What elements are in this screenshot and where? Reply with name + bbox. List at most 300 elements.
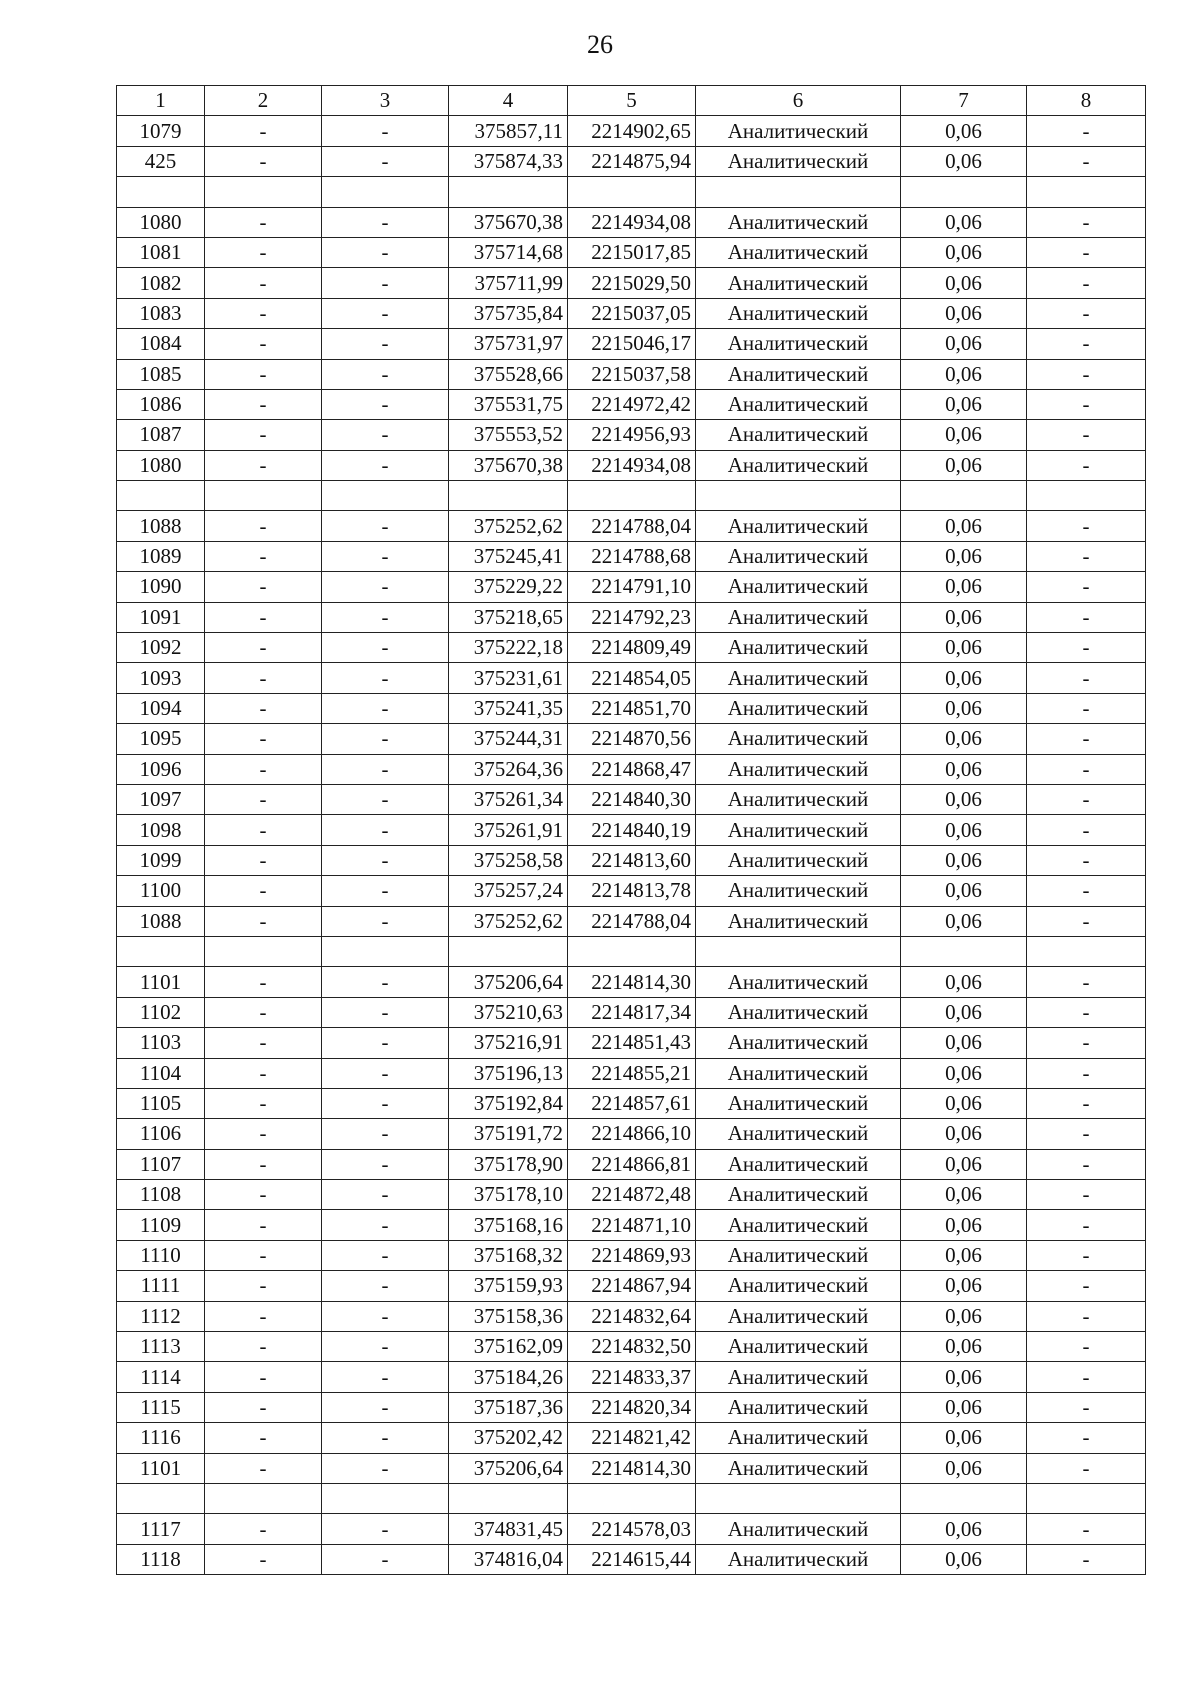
coord-y-cell	[568, 936, 696, 966]
coord-x-cell: 375187,36	[449, 1392, 568, 1422]
coord-x-cell: 375196,13	[449, 1058, 568, 1088]
coord-y-cell	[568, 1483, 696, 1513]
accuracy-cell: 0,06	[901, 389, 1027, 419]
col-2-cell: -	[205, 1453, 322, 1483]
accuracy-cell: 0,06	[901, 784, 1027, 814]
method-cell: Аналитический	[696, 997, 901, 1027]
accuracy-cell: 0,06	[901, 1332, 1027, 1362]
col-3-cell: -	[322, 511, 449, 541]
coord-x-cell	[449, 936, 568, 966]
accuracy-cell: 0,06	[901, 1301, 1027, 1331]
method-cell: Аналитический	[696, 1362, 901, 1392]
coord-y-cell: 2214869,93	[568, 1240, 696, 1270]
col-2-cell: -	[205, 1149, 322, 1179]
accuracy-cell: 0,06	[901, 1544, 1027, 1574]
coord-y-cell: 2214872,48	[568, 1180, 696, 1210]
col-8-cell: -	[1027, 693, 1146, 723]
coord-x-cell: 375202,42	[449, 1423, 568, 1453]
coord-x-cell: 375159,93	[449, 1271, 568, 1301]
point-number-cell: 1085	[117, 359, 205, 389]
accuracy-cell: 0,06	[901, 450, 1027, 480]
coord-x-cell: 375241,35	[449, 693, 568, 723]
accuracy-cell: 0,06	[901, 724, 1027, 754]
header-row	[117, 86, 1146, 116]
col-3-cell: -	[322, 845, 449, 875]
method-cell: Аналитический	[696, 724, 901, 754]
col-3-cell: -	[322, 633, 449, 663]
table-row	[117, 1362, 1146, 1392]
col-8-cell: -	[1027, 876, 1146, 906]
point-number-cell: 1084	[117, 329, 205, 359]
table-row	[117, 754, 1146, 784]
col-8-cell: -	[1027, 450, 1146, 480]
point-number-cell: 1079	[117, 116, 205, 146]
col-2-cell: -	[205, 237, 322, 267]
table-row	[117, 1514, 1146, 1544]
col-8-cell: -	[1027, 1149, 1146, 1179]
method-cell: Аналитический	[696, 1544, 901, 1574]
method-cell: Аналитический	[696, 663, 901, 693]
col-3-cell: -	[322, 1423, 449, 1453]
col-3-cell: -	[322, 572, 449, 602]
coord-y-cell: 2215017,85	[568, 237, 696, 267]
coord-x-cell: 375231,61	[449, 663, 568, 693]
point-number-cell	[117, 1483, 205, 1513]
col-3-cell: -	[322, 237, 449, 267]
method-cell: Аналитический	[696, 1180, 901, 1210]
coord-x-cell: 375216,91	[449, 1028, 568, 1058]
accuracy-cell: 0,06	[901, 329, 1027, 359]
accuracy-cell: 0,06	[901, 754, 1027, 784]
point-number-cell: 1081	[117, 237, 205, 267]
accuracy-cell: 0,06	[901, 1180, 1027, 1210]
method-cell: Аналитический	[696, 845, 901, 875]
method-cell: Аналитический	[696, 1423, 901, 1453]
coord-y-cell: 2214851,70	[568, 693, 696, 723]
col-3-cell: -	[322, 1392, 449, 1422]
table-body	[117, 86, 1146, 1575]
method-cell: Аналитический	[696, 602, 901, 632]
point-number-cell: 1102	[117, 997, 205, 1027]
coord-y-cell: 2214832,50	[568, 1332, 696, 1362]
point-number-cell: 1114	[117, 1362, 205, 1392]
method-cell: Аналитический	[696, 146, 901, 176]
coord-y-cell: 2214866,10	[568, 1119, 696, 1149]
point-number-cell: 1116	[117, 1423, 205, 1453]
method-cell: Аналитический	[696, 420, 901, 450]
method-cell: Аналитический	[696, 906, 901, 936]
col-8-cell: -	[1027, 146, 1146, 176]
col-3-cell: -	[322, 146, 449, 176]
col-8-cell: -	[1027, 724, 1146, 754]
method-cell: Аналитический	[696, 784, 901, 814]
table-row	[117, 1058, 1146, 1088]
col-2-cell: -	[205, 876, 322, 906]
col-2-cell: -	[205, 1362, 322, 1392]
point-number-cell: 1082	[117, 268, 205, 298]
col-8-cell: -	[1027, 1119, 1146, 1149]
coord-x-cell: 375178,10	[449, 1180, 568, 1210]
col-3-cell: -	[322, 1028, 449, 1058]
col-2-cell: -	[205, 268, 322, 298]
table-row	[117, 237, 1146, 267]
coord-x-cell: 375874,33	[449, 146, 568, 176]
point-number-cell: 1087	[117, 420, 205, 450]
col-2-cell: -	[205, 1210, 322, 1240]
col-3-cell	[322, 481, 449, 511]
point-number-cell: 1092	[117, 633, 205, 663]
coord-y-cell: 2215037,05	[568, 298, 696, 328]
table-row	[117, 633, 1146, 663]
col-3-cell	[322, 936, 449, 966]
accuracy-cell: 0,06	[901, 146, 1027, 176]
point-number-cell: 425	[117, 146, 205, 176]
accuracy-cell: 0,06	[901, 541, 1027, 571]
col-2-cell: -	[205, 116, 322, 146]
col-2-cell	[205, 481, 322, 511]
coord-x-cell: 375252,62	[449, 906, 568, 936]
coord-y-cell: 2214855,21	[568, 1058, 696, 1088]
coord-x-cell: 374816,04	[449, 1544, 568, 1574]
col-3-cell: -	[322, 754, 449, 784]
col-8-cell: -	[1027, 1423, 1146, 1453]
method-cell: Аналитический	[696, 237, 901, 267]
method-cell: Аналитический	[696, 1240, 901, 1270]
coord-x-cell: 375261,91	[449, 815, 568, 845]
method-cell	[696, 177, 901, 207]
col-3-cell: -	[322, 1058, 449, 1088]
accuracy-cell: 0,06	[901, 268, 1027, 298]
coord-x-cell: 375857,11	[449, 116, 568, 146]
method-cell: Аналитический	[696, 1271, 901, 1301]
col-3-cell	[322, 1483, 449, 1513]
accuracy-cell: 0,06	[901, 602, 1027, 632]
col-8-cell: -	[1027, 1301, 1146, 1331]
point-number-cell: 1080	[117, 207, 205, 237]
col-3-cell: -	[322, 1453, 449, 1483]
method-cell: Аналитический	[696, 754, 901, 784]
accuracy-cell: 0,06	[901, 1362, 1027, 1392]
accuracy-cell: 0,06	[901, 663, 1027, 693]
table-row	[117, 450, 1146, 480]
col-2-cell: -	[205, 329, 322, 359]
method-cell: Аналитический	[696, 1028, 901, 1058]
coord-x-cell: 375184,26	[449, 1362, 568, 1392]
col-3-cell: -	[322, 1544, 449, 1574]
col-3-cell: -	[322, 784, 449, 814]
coord-y-cell	[568, 177, 696, 207]
col-3-cell: -	[322, 1332, 449, 1362]
table-row	[117, 784, 1146, 814]
col-2-cell: -	[205, 541, 322, 571]
accuracy-cell: 0,06	[901, 298, 1027, 328]
coord-x-cell: 375229,22	[449, 572, 568, 602]
col-8-cell: -	[1027, 207, 1146, 237]
coord-y-cell: 2214972,42	[568, 389, 696, 419]
accuracy-cell: 0,06	[901, 906, 1027, 936]
table-row	[117, 1088, 1146, 1118]
table-row	[117, 663, 1146, 693]
table-row	[117, 511, 1146, 541]
method-cell: Аналитический	[696, 633, 901, 663]
accuracy-cell	[901, 481, 1027, 511]
accuracy-cell: 0,06	[901, 116, 1027, 146]
col-8-cell: -	[1027, 1453, 1146, 1483]
point-number-cell: 1098	[117, 815, 205, 845]
coord-x-cell: 375735,84	[449, 298, 568, 328]
col-2-cell: -	[205, 1271, 322, 1301]
table-row	[117, 207, 1146, 237]
col-8-cell: -	[1027, 572, 1146, 602]
col-3-cell: -	[322, 1180, 449, 1210]
col-8-cell: -	[1027, 237, 1146, 267]
coord-x-cell: 375222,18	[449, 633, 568, 663]
point-number-cell: 1089	[117, 541, 205, 571]
coord-x-cell: 375192,84	[449, 1088, 568, 1118]
coord-x-cell: 375670,38	[449, 207, 568, 237]
header-cell: 5	[568, 86, 696, 116]
method-cell	[696, 481, 901, 511]
coord-y-cell: 2214788,68	[568, 541, 696, 571]
accuracy-cell: 0,06	[901, 815, 1027, 845]
coord-y-cell: 2214820,34	[568, 1392, 696, 1422]
header-cell: 8	[1027, 86, 1146, 116]
col-3-cell: -	[322, 207, 449, 237]
col-2-cell: -	[205, 724, 322, 754]
coord-y-cell: 2214821,42	[568, 1423, 696, 1453]
point-number-cell: 1107	[117, 1149, 205, 1179]
point-number-cell: 1103	[117, 1028, 205, 1058]
col-3-cell: -	[322, 602, 449, 632]
coord-x-cell: 375245,41	[449, 541, 568, 571]
col-8-cell: -	[1027, 906, 1146, 936]
method-cell: Аналитический	[696, 967, 901, 997]
col-3-cell: -	[322, 329, 449, 359]
point-number-cell: 1096	[117, 754, 205, 784]
coord-x-cell: 375531,75	[449, 389, 568, 419]
col-3-cell: -	[322, 1088, 449, 1118]
col-2-cell: -	[205, 906, 322, 936]
accuracy-cell: 0,06	[901, 693, 1027, 723]
method-cell: Аналитический	[696, 298, 901, 328]
col-8-cell: -	[1027, 1088, 1146, 1118]
method-cell: Аналитический	[696, 693, 901, 723]
method-cell	[696, 1483, 901, 1513]
col-2-cell: -	[205, 754, 322, 784]
col-8-cell: -	[1027, 1210, 1146, 1240]
coord-x-cell: 375178,90	[449, 1149, 568, 1179]
coord-x-cell: 375244,31	[449, 724, 568, 754]
col-8-cell	[1027, 1483, 1146, 1513]
col-3-cell: -	[322, 1362, 449, 1392]
point-number-cell: 1090	[117, 572, 205, 602]
col-8-cell: -	[1027, 1240, 1146, 1270]
col-3-cell: -	[322, 116, 449, 146]
method-cell: Аналитический	[696, 1119, 901, 1149]
accuracy-cell: 0,06	[901, 511, 1027, 541]
col-8-cell	[1027, 936, 1146, 966]
accuracy-cell: 0,06	[901, 845, 1027, 875]
table-row	[117, 693, 1146, 723]
col-2-cell: -	[205, 1088, 322, 1118]
col-3-cell: -	[322, 1240, 449, 1270]
coord-x-cell: 375264,36	[449, 754, 568, 784]
coord-y-cell: 2214868,47	[568, 754, 696, 784]
coord-y-cell: 2214791,10	[568, 572, 696, 602]
accuracy-cell: 0,06	[901, 1392, 1027, 1422]
point-number-cell: 1109	[117, 1210, 205, 1240]
accuracy-cell: 0,06	[901, 1271, 1027, 1301]
accuracy-cell: 0,06	[901, 1514, 1027, 1544]
point-number-cell: 1110	[117, 1240, 205, 1270]
col-2-cell: -	[205, 663, 322, 693]
coord-x-cell: 375714,68	[449, 237, 568, 267]
point-number-cell: 1093	[117, 663, 205, 693]
coord-y-cell: 2214813,60	[568, 845, 696, 875]
coord-x-cell: 375168,16	[449, 1210, 568, 1240]
col-8-cell: -	[1027, 1392, 1146, 1422]
col-2-cell: -	[205, 572, 322, 602]
table-row	[117, 1301, 1146, 1331]
page-number: 26	[587, 30, 613, 59]
coord-y-cell: 2214871,10	[568, 1210, 696, 1240]
table-row	[117, 1423, 1146, 1453]
col-3-cell: -	[322, 298, 449, 328]
table-row	[117, 329, 1146, 359]
col-8-cell: -	[1027, 541, 1146, 571]
table-row	[117, 268, 1146, 298]
point-number-cell: 1100	[117, 876, 205, 906]
accuracy-cell: 0,06	[901, 1240, 1027, 1270]
accuracy-cell	[901, 936, 1027, 966]
coord-x-cell: 375218,65	[449, 602, 568, 632]
table-row	[117, 1271, 1146, 1301]
coord-y-cell: 2214867,94	[568, 1271, 696, 1301]
table-row	[117, 420, 1146, 450]
col-8-cell: -	[1027, 1514, 1146, 1544]
header-cell: 3	[322, 86, 449, 116]
coord-y-cell: 2214615,44	[568, 1544, 696, 1574]
point-number-cell: 1080	[117, 450, 205, 480]
table-row	[117, 1332, 1146, 1362]
col-3-cell: -	[322, 268, 449, 298]
col-3-cell: -	[322, 420, 449, 450]
table-row	[117, 1028, 1146, 1058]
point-number-cell: 1115	[117, 1392, 205, 1422]
col-8-cell: -	[1027, 1544, 1146, 1574]
separator-row	[117, 936, 1146, 966]
coord-x-cell: 375670,38	[449, 450, 568, 480]
method-cell: Аналитический	[696, 1514, 901, 1544]
col-2-cell: -	[205, 359, 322, 389]
col-2-cell: -	[205, 420, 322, 450]
point-number-cell: 1083	[117, 298, 205, 328]
point-number-cell: 1118	[117, 1544, 205, 1574]
point-number-cell: 1086	[117, 389, 205, 419]
point-number-cell: 1111	[117, 1271, 205, 1301]
coord-y-cell: 2214857,61	[568, 1088, 696, 1118]
coord-y-cell: 2214809,49	[568, 633, 696, 663]
col-8-cell: -	[1027, 1180, 1146, 1210]
accuracy-cell: 0,06	[901, 1028, 1027, 1058]
col-2-cell: -	[205, 298, 322, 328]
coord-y-cell: 2214813,78	[568, 876, 696, 906]
header-cell: 4	[449, 86, 568, 116]
coord-x-cell: 375162,09	[449, 1332, 568, 1362]
method-cell: Аналитический	[696, 572, 901, 602]
accuracy-cell: 0,06	[901, 1149, 1027, 1179]
table-row	[117, 1453, 1146, 1483]
method-cell: Аналитический	[696, 1210, 901, 1240]
point-number-cell: 1088	[117, 906, 205, 936]
coord-y-cell: 2214840,19	[568, 815, 696, 845]
col-8-cell: -	[1027, 511, 1146, 541]
coord-x-cell: 375711,99	[449, 268, 568, 298]
coord-x-cell: 375168,32	[449, 1240, 568, 1270]
col-3-cell: -	[322, 359, 449, 389]
accuracy-cell: 0,06	[901, 1210, 1027, 1240]
coord-y-cell: 2214934,08	[568, 450, 696, 480]
coord-x-cell	[449, 1483, 568, 1513]
point-number-cell: 1108	[117, 1180, 205, 1210]
coord-x-cell: 375206,64	[449, 1453, 568, 1483]
point-number-cell: 1094	[117, 693, 205, 723]
point-number-cell: 1101	[117, 967, 205, 997]
table-row	[117, 116, 1146, 146]
col-8-cell: -	[1027, 268, 1146, 298]
table-row	[117, 146, 1146, 176]
table-row	[117, 602, 1146, 632]
coord-y-cell: 2214851,43	[568, 1028, 696, 1058]
accuracy-cell: 0,06	[901, 1453, 1027, 1483]
header-cell: 6	[696, 86, 901, 116]
point-number-cell: 1088	[117, 511, 205, 541]
table-row	[117, 572, 1146, 602]
col-2-cell: -	[205, 1058, 322, 1088]
coord-x-cell: 375191,72	[449, 1119, 568, 1149]
method-cell: Аналитический	[696, 815, 901, 845]
table-row	[117, 1180, 1146, 1210]
col-3-cell: -	[322, 1514, 449, 1544]
table-row	[117, 389, 1146, 419]
col-8-cell: -	[1027, 1362, 1146, 1392]
col-2-cell: -	[205, 1119, 322, 1149]
col-3-cell: -	[322, 967, 449, 997]
col-2-cell: -	[205, 997, 322, 1027]
method-cell: Аналитический	[696, 1392, 901, 1422]
coord-x-cell: 375257,24	[449, 876, 568, 906]
accuracy-cell: 0,06	[901, 572, 1027, 602]
coord-x-cell: 375261,34	[449, 784, 568, 814]
col-2-cell: -	[205, 693, 322, 723]
table-row	[117, 1392, 1146, 1422]
col-2-cell: -	[205, 1180, 322, 1210]
col-8-cell: -	[1027, 298, 1146, 328]
table-row	[117, 1240, 1146, 1270]
coord-x-cell: 375258,58	[449, 845, 568, 875]
col-8-cell: -	[1027, 967, 1146, 997]
method-cell: Аналитический	[696, 329, 901, 359]
accuracy-cell: 0,06	[901, 1119, 1027, 1149]
col-8-cell: -	[1027, 1332, 1146, 1362]
point-number-cell	[117, 481, 205, 511]
col-8-cell: -	[1027, 602, 1146, 632]
table-row	[117, 845, 1146, 875]
col-2-cell: -	[205, 1544, 322, 1574]
col-3-cell: -	[322, 876, 449, 906]
col-8-cell: -	[1027, 329, 1146, 359]
accuracy-cell	[901, 1483, 1027, 1513]
